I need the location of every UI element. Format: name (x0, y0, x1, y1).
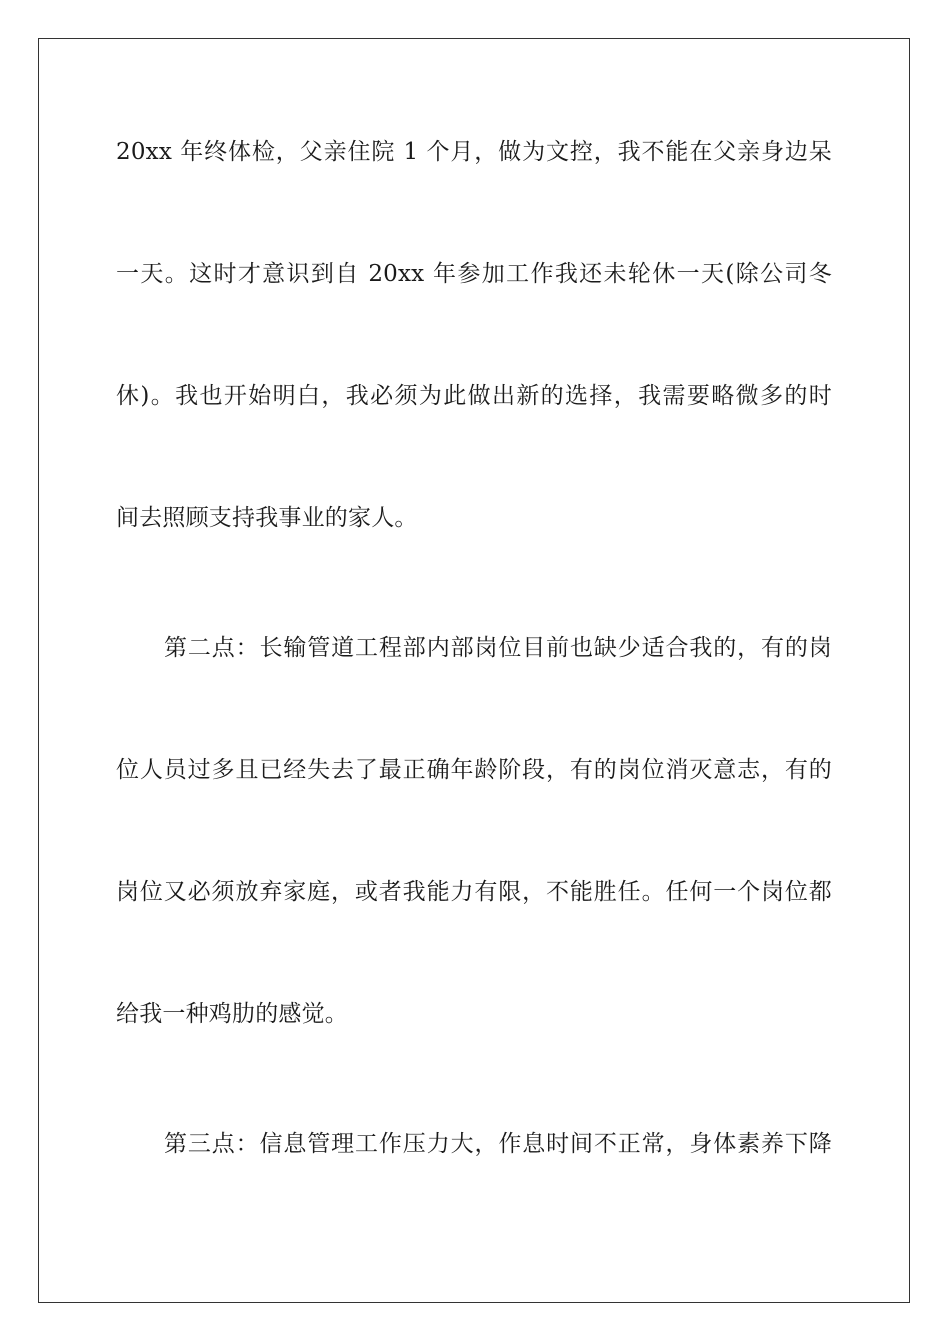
text-line-3: 休)。我也开始明白，我必须为此做出新的选择，我需要略微多的时 (116, 383, 832, 409)
paragraph-2-line-4: 给我一种鸡肋的感觉。 (116, 1001, 348, 1027)
paragraph-3-line-1: 第三点：信息管理工作压力大，作息时间不正常，身体素养下降 (164, 1131, 832, 1157)
text-line-1: 20xx 年终体检，父亲住院 1 个月，做为文控，我不能在父亲身边呆 (116, 139, 832, 165)
page-border (38, 38, 910, 1303)
paragraph-2-line-1: 第二点：长输管道工程部内部岗位目前也缺少适合我的，有的岗 (164, 635, 832, 661)
paragraph-2-line-3: 岗位又必须放弃家庭，或者我能力有限，不能胜任。任何一个岗位都 (116, 879, 832, 905)
paragraph-2-line-2: 位人员过多且已经失去了最正确年龄阶段，有的岗位消灭意志，有的 (116, 757, 832, 783)
text-line-2: 一天。这时才意识到自 20xx 年参加工作我还未轮休一天(除公司冬 (116, 261, 832, 287)
text-line-4: 间去照顾支持我事业的家人。 (116, 505, 418, 531)
